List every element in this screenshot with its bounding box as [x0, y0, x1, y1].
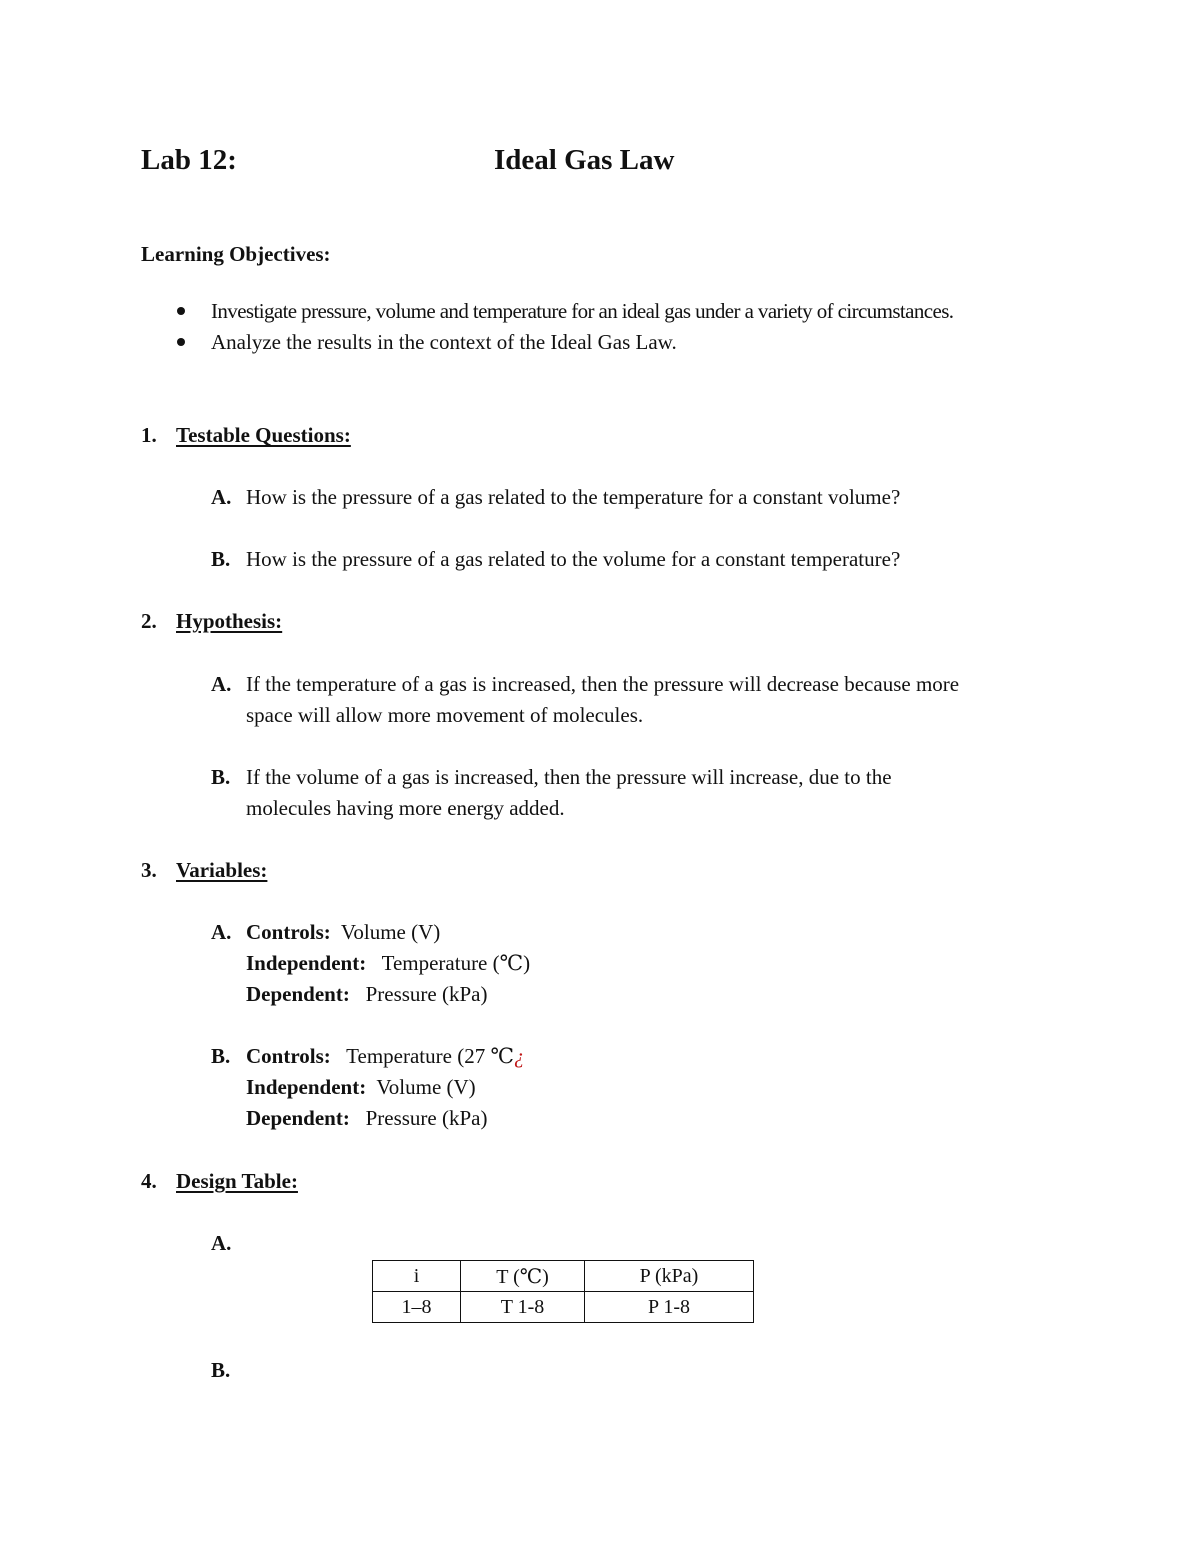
independent-value: Volume (V) — [376, 1075, 476, 1099]
dependent-label: Dependent: — [246, 982, 350, 1006]
item-letter: A. — [211, 485, 232, 509]
design-table — [372, 1260, 754, 1323]
table-header-cell: i — [373, 1261, 461, 1292]
objectives-heading: Learning Objectives: — [141, 242, 331, 266]
section-heading-testable-questions: Testable Questions: — [176, 423, 351, 447]
question-b: How is the pressure of a gas related to the volume for a constant temperature? — [246, 547, 901, 571]
page-title: Ideal Gas Law — [494, 144, 675, 176]
item-letter: B. — [211, 547, 231, 571]
section-number: 3. — [141, 858, 157, 882]
controls-value: Volume (V) — [340, 920, 441, 944]
section-number: 4. — [141, 1169, 157, 1193]
variables-b-controls — [246, 1044, 524, 1069]
item-letter: B. — [211, 765, 231, 789]
section-heading-hypothesis: Hypothesis: — [176, 609, 283, 633]
table-cell: P 1-8 — [585, 1292, 754, 1323]
hypothesis-b-line1: If the volume of a gas is increased, then the pressure will increase, due to the — [246, 765, 892, 789]
independent-value: Temperature (℃) — [381, 951, 531, 975]
dependent-label: Dependent: — [246, 1106, 350, 1130]
item-letter: A. — [211, 672, 232, 696]
section-heading-variables: Variables: — [176, 858, 268, 882]
question-a: How is the pressure of a gas related to the temperature for a constant volume? — [246, 485, 901, 509]
item-letter: A. — [211, 920, 232, 944]
section-number: 1. — [141, 423, 157, 447]
dependent-value: Pressure (kPa) — [365, 982, 488, 1006]
table-header-cell: P (kPa) — [585, 1261, 754, 1292]
independent-label: Independent: — [246, 1075, 367, 1099]
broken-glyph: ¿ — [513, 1044, 525, 1068]
dependent-value: Pressure (kPa) — [365, 1106, 488, 1130]
bullet-icon — [177, 338, 185, 346]
controls-label: Controls: — [246, 1044, 331, 1068]
table-cell: T 1-8 — [461, 1292, 585, 1323]
section-number: 2. — [141, 609, 157, 633]
variables-a-dependent — [246, 982, 487, 1007]
hypothesis-b-line2: molecules having more energy added. — [246, 796, 565, 820]
variables-a-controls — [246, 920, 440, 945]
variables-b-independent — [246, 1075, 476, 1100]
independent-label: Independent: — [246, 951, 367, 975]
hypothesis-a-line1: If the temperature of a gas is increased, then the pressure will decrease because more — [246, 672, 960, 696]
objective-item: Investigate pressure, volume and temperature for an ideal gas under a variety of circumstances. — [211, 299, 954, 323]
table-cell: 1–8 — [373, 1292, 461, 1323]
lab-number: Lab 12: — [141, 144, 237, 176]
variables-b-dependent — [246, 1106, 487, 1131]
variables-a-independent — [246, 951, 530, 976]
table-header-cell: T (℃) — [461, 1261, 585, 1292]
table-row — [373, 1292, 754, 1323]
objective-item: Analyze the results in the context of the Ideal Gas Law. — [211, 330, 677, 354]
item-letter: B. — [211, 1358, 231, 1382]
bullet-icon — [177, 307, 185, 315]
table-header-row — [373, 1261, 754, 1292]
controls-label: Controls: — [246, 920, 331, 944]
hypothesis-a-line2: space will allow more movement of molecules. — [246, 703, 644, 727]
item-letter: B. — [211, 1044, 231, 1068]
controls-value: Temperature (27 ℃ — [346, 1044, 514, 1068]
item-letter: A. — [211, 1231, 232, 1255]
section-heading-design-table: Design Table: — [176, 1169, 298, 1193]
